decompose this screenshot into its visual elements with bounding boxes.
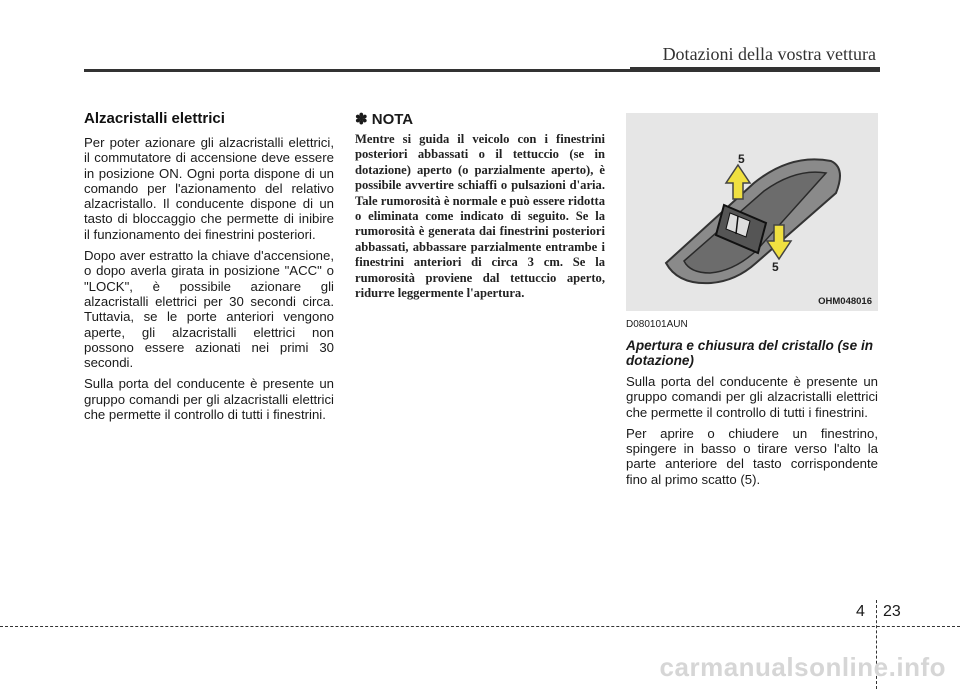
paragraph: Sulla porta del conducente è presente un gruppo comandi per gli alzacristalli elettrici che permette il controllo di tutti i finestrini.	[84, 376, 334, 423]
right-column	[626, 113, 878, 493]
section-heading: Alzacristalli elettrici	[84, 110, 225, 127]
left-column	[84, 110, 334, 428]
paragraph: Per poter azionare gli alzacristalli elettrici, il commutatore di accensione deve essere in posizione ON. Ogni porta dispone di un comando per l'azionamento del relativo alzacristallo. Il conducente dispone di un tasto di bloccaggio che permette di inibire il funzionamento dei finestrini posteriori.	[84, 135, 334, 242]
paragraph: Dopo aver estratto la chiave d'accensione, o dopo averla girata in posizione "ACC" o "LOCK", è possibile azionare gli alzacristalli elettrici per 30 secondi circa. Tuttavia, se le porte anteriori vengono aperte, gli alzacristalli elettrici non possono essere azionati nei primi 30 secondi.	[84, 248, 334, 371]
footer-rule	[0, 626, 960, 627]
header-rule	[84, 69, 880, 72]
paragraph: Per aprire o chiudere un finestrino, spingere in basso o tirare verso l'alto la parte anteriore del tasto corrispondente fino al primo scatto (5).	[626, 425, 878, 487]
note-column	[355, 110, 605, 301]
running-header: Dotazioni della vostra vettura	[662, 44, 876, 64]
note-text: Mentre si guida il veicolo con i finestrini posteriori abbassati o il tettuccio (se in dotazione) aperto (o parzialmente aperto), è possibile avvertire schiaffi o pulsazioni d'aria. Tale rumorosità è normale e può essere ridotta o eliminata come indicato di seguito. Se la rumorosità è generata dai finestrini posteriori abbassati, abbassare parzialmente entrambe i finestrini anteriori di circa 3 cm. Se la rumorosità proviene dal tettuccio aperto, ridurre leggermente l'apertura.	[355, 132, 605, 301]
page-number: 23	[883, 603, 901, 620]
section-code: D080101AUN	[626, 319, 688, 330]
figure-label-top: 5	[738, 152, 745, 166]
figure-label-bottom: 5	[772, 260, 779, 274]
paragraph: Sulla porta del conducente è presente un gruppo comandi per gli alzacristalli elettrici che permette il controllo di tutti i finestrini.	[626, 374, 878, 420]
subheading: Apertura e chiusura del cristallo (se in dotazione)	[626, 338, 874, 368]
watermark: carmanualsonline.info	[659, 652, 946, 682]
chapter-number: 4	[856, 603, 865, 620]
figure-code: OHM048016	[818, 296, 872, 307]
note-title: ✽ NOTA	[355, 111, 414, 128]
window-switch-illustration	[626, 113, 878, 311]
window-switch-figure	[626, 113, 878, 311]
